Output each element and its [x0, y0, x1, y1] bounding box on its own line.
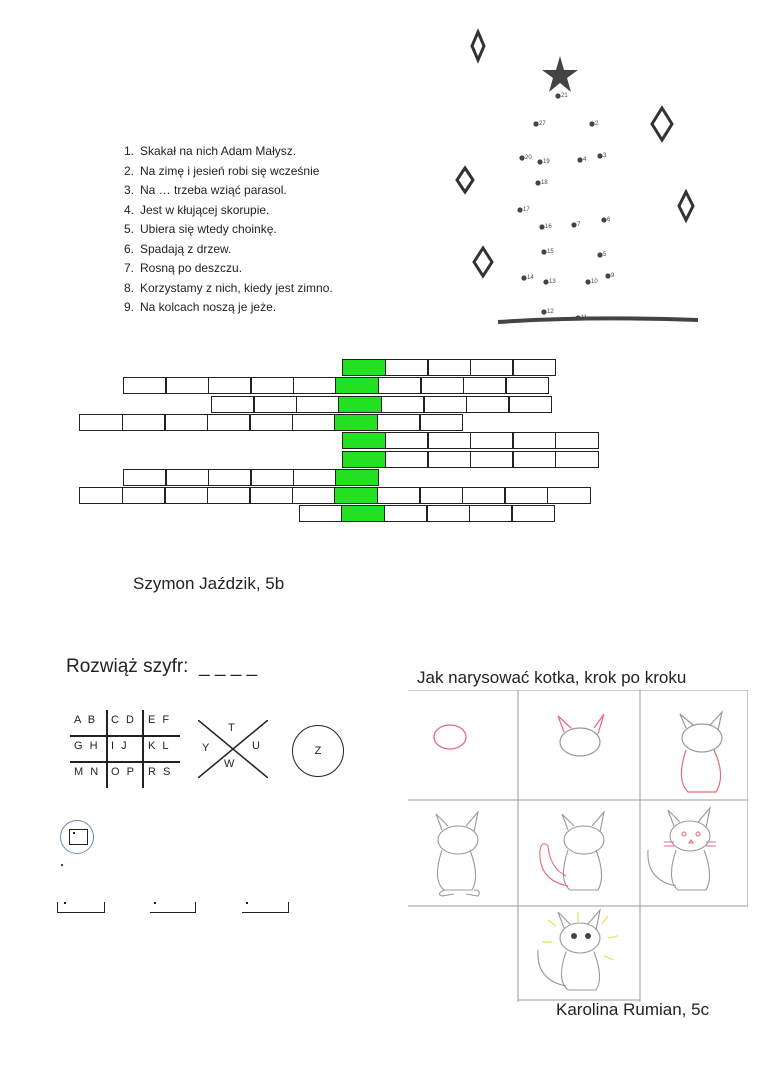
sparkle-icon [652, 108, 672, 140]
crossword-cell[interactable] [208, 469, 252, 486]
tree-dot [519, 155, 524, 160]
sparkle-icon [457, 168, 473, 192]
crossword-cell[interactable] [427, 432, 471, 449]
crossword-row [299, 505, 554, 522]
crossword-cell[interactable] [253, 396, 297, 413]
crossword-cell[interactable] [250, 469, 294, 486]
crossword-cell[interactable] [466, 396, 510, 413]
crossword-cell[interactable] [249, 487, 293, 504]
crossword-key-cell[interactable] [342, 432, 386, 449]
cipher-title: Rozwiąż szyfr: _ _ _ _ [66, 656, 258, 677]
tree-dot [575, 315, 580, 320]
cipher-cell-letters: R S [148, 766, 173, 778]
clue-item [124, 162, 333, 182]
cipher-cell-letters: A B [74, 714, 98, 726]
tree-dot [517, 207, 522, 212]
cipher-symbol [150, 902, 196, 913]
crossword-cell[interactable] [504, 487, 548, 504]
tree-dot [597, 252, 602, 257]
crossword-cell[interactable] [512, 359, 556, 376]
crossword-key-cell[interactable] [334, 414, 378, 431]
crossword-row [342, 451, 597, 468]
crossword-cell[interactable] [470, 432, 514, 449]
crossword-cell[interactable] [385, 451, 429, 468]
crossword-cell[interactable] [292, 414, 336, 431]
crossword-cell[interactable] [79, 487, 123, 504]
tree-dot-number: 2 [595, 121, 599, 127]
crossword-cell[interactable] [555, 451, 599, 468]
crossword-cell[interactable] [165, 469, 209, 486]
crossword-cell[interactable] [293, 469, 337, 486]
clue-item [124, 298, 333, 318]
crossword-cell[interactable] [296, 396, 340, 413]
clue-number: 7. [124, 261, 135, 275]
clue-number: 2. [124, 163, 135, 178]
cipher-cell-letters: E F [148, 714, 172, 726]
tree-dot-number: 16 [545, 224, 552, 230]
tree-dot-number: 9 [611, 273, 615, 279]
cipher-cell-letters: C D [111, 714, 136, 726]
crossword-cell[interactable] [207, 414, 251, 431]
sparkle-icon [472, 32, 484, 60]
tree-dot [605, 273, 610, 278]
cat-step-3 [680, 712, 722, 792]
crossword-cell[interactable] [427, 451, 471, 468]
tree-dot [555, 93, 560, 98]
crossword-cell[interactable] [122, 487, 166, 504]
crossword-cell[interactable] [293, 377, 337, 394]
crossword-cell[interactable] [385, 359, 429, 376]
clue-text: Na … trzeba wziąć parasol. [140, 183, 287, 197]
clue-item [124, 240, 333, 260]
clue-text: Ubiera się wtedy choinkę. [140, 222, 277, 236]
clue-number: 4. [124, 202, 135, 217]
clue-item [124, 259, 333, 279]
crossword-cell[interactable] [377, 414, 421, 431]
crossword-key-cell[interactable] [338, 396, 382, 413]
tree-dot-number: 15 [547, 249, 554, 255]
crossword-author: Szymon Jaździk, 5b [133, 574, 285, 593]
tree-dot [539, 224, 544, 229]
crossword-row [79, 414, 462, 431]
cat-guide-author: Karolina Rumian, 5c [556, 1000, 710, 1019]
tree-dot-number: 4 [583, 157, 587, 163]
crossword-row [342, 432, 597, 449]
cipher-symbol [242, 902, 289, 913]
tree-dot-puzzle [440, 20, 710, 340]
clue-text: Rosną po deszczu. [140, 261, 243, 275]
tree-dot [597, 153, 602, 158]
clue-item [124, 279, 333, 299]
star-icon [542, 56, 578, 92]
clue-text: Korzystamy z nich, kiedy jest zimno. [140, 280, 333, 295]
crossword-key-cell[interactable] [342, 451, 386, 468]
tree-dot-number: 20 [525, 155, 532, 161]
sparkle-icon [679, 192, 693, 220]
crossword-key-cell[interactable] [334, 487, 378, 504]
crossword-cell[interactable] [463, 377, 507, 394]
tree-dot-number: 12 [547, 309, 554, 315]
tree-dot [541, 249, 546, 254]
tree-dot-number: 6 [607, 217, 611, 223]
crossword-cell[interactable] [512, 432, 556, 449]
clue-item [124, 142, 333, 162]
crossword-cell[interactable] [165, 377, 209, 394]
tree-dot-number: 17 [523, 207, 530, 213]
tree-dot [533, 121, 538, 126]
crossword-cell[interactable] [423, 396, 467, 413]
crossword-cell[interactable] [547, 487, 591, 504]
cipher-symbol [60, 820, 94, 854]
cat-step-7 [538, 910, 618, 990]
tree-dot [585, 279, 590, 284]
crossword-cell[interactable] [470, 359, 514, 376]
clue-text: Na kolcach noszą je jeże. [140, 300, 277, 314]
crossword-key-cell[interactable] [335, 377, 379, 394]
cipher-cell-letters: G H [74, 740, 100, 752]
crossword-row [123, 469, 378, 486]
crossword-cell[interactable] [122, 414, 166, 431]
crossword-cell[interactable] [505, 377, 549, 394]
clue-item [124, 181, 333, 201]
crossword-cell[interactable] [381, 396, 425, 413]
crossword-cell[interactable] [378, 377, 422, 394]
clue-number: 8. [124, 280, 135, 295]
tree-dot-number: 19 [543, 159, 550, 165]
crossword-cell[interactable] [79, 414, 123, 431]
cat-step-5 [540, 812, 604, 890]
clue-text: Jest w kłującej skorupie. [140, 202, 270, 217]
cipher-cell-letters: K L [148, 740, 171, 752]
crossword-cell[interactable] [250, 377, 294, 394]
cipher-circle: Z [292, 725, 344, 777]
crossword-cell[interactable] [123, 377, 167, 394]
crossword-cell[interactable] [211, 396, 255, 413]
tree-dot [577, 157, 582, 162]
cipher-blanks: _ _ _ _ [199, 656, 258, 677]
tree-dot [589, 121, 594, 126]
clue-number: 6. [124, 241, 135, 256]
tree-dot [601, 217, 606, 222]
cipher-cell-letters: M N [74, 766, 101, 778]
tree-dot [571, 222, 576, 227]
clue-list [124, 142, 333, 318]
clue-text: Na zimę i jesień robi się wcześnie [140, 163, 320, 178]
crossword-cell[interactable] [123, 469, 167, 486]
crossword-cell[interactable] [164, 487, 208, 504]
cipher-x: T Y U W [198, 720, 268, 778]
cat-step-1 [434, 725, 466, 749]
cat-guide-title: Jak narysować kotka, krok po kroku [417, 668, 687, 687]
crossword-cell[interactable] [299, 505, 343, 522]
crossword-cell[interactable] [511, 505, 555, 522]
tree-dot [537, 159, 542, 164]
crossword-cell[interactable] [470, 451, 514, 468]
tree-dot [543, 279, 548, 284]
cat-step-6 [648, 808, 716, 890]
clue-text: Spadają z drzew. [140, 241, 232, 256]
tree-dot-number: 10 [591, 279, 598, 285]
crossword-key-cell[interactable] [335, 469, 379, 486]
crossword-cell[interactable] [555, 432, 599, 449]
cat-step-4 [436, 812, 479, 896]
tree-dot-number: 13 [549, 279, 556, 285]
clue-number: 9. [124, 300, 135, 314]
tree-dot-number: 21 [561, 93, 568, 99]
crossword-row [123, 377, 548, 394]
crossword-key-cell[interactable] [342, 359, 386, 376]
tree-dot-number: 11 [581, 315, 588, 321]
cipher-symbol [57, 902, 105, 913]
crossword-row [211, 396, 551, 413]
tree-dot-number: 18 [541, 180, 548, 186]
cipher-cell-letters: I J [111, 740, 129, 752]
crossword-row [79, 487, 589, 504]
ground-line [498, 318, 698, 322]
tree-dot-number: 14 [527, 275, 534, 281]
cat-steps-grid [408, 690, 748, 1002]
clue-item [124, 220, 333, 240]
crossword-cell[interactable] [469, 505, 513, 522]
tree-dot [521, 275, 526, 280]
crossword-cell[interactable] [384, 505, 428, 522]
sparkle-icon [474, 248, 492, 276]
cipher-cell-letters: O P [111, 766, 136, 778]
crossword-key-cell[interactable] [341, 505, 385, 522]
crossword-cell[interactable] [426, 505, 470, 522]
crossword-cell[interactable] [208, 377, 252, 394]
cipher-dot [61, 864, 63, 866]
tree-dot-number: 3 [603, 153, 607, 159]
crossword-cell[interactable] [462, 487, 506, 504]
crossword-cell[interactable] [385, 432, 429, 449]
cat-step-2 [558, 714, 604, 756]
crossword-cell[interactable] [292, 487, 336, 504]
clue-number: 1. [124, 144, 135, 158]
clue-number: 3. [124, 183, 135, 197]
crossword-cell[interactable] [512, 451, 556, 468]
cipher-grid [70, 710, 180, 788]
tree-dot-number: 7 [577, 222, 581, 228]
clue-item [124, 201, 333, 221]
tree-dot [535, 180, 540, 185]
clue-text: Skakał na nich Adam Małysz. [140, 144, 297, 158]
tree-dot-number: 5 [603, 252, 607, 258]
clue-number: 5. [124, 222, 135, 236]
crossword-cell[interactable] [164, 414, 208, 431]
tree-dot-number: 27 [539, 121, 546, 127]
crossword-cell[interactable] [508, 396, 552, 413]
crossword-cell[interactable] [420, 377, 464, 394]
tree-dot [541, 309, 546, 314]
crossword-cell[interactable] [427, 359, 471, 376]
crossword-cell[interactable] [419, 487, 463, 504]
crossword-cell[interactable] [249, 414, 293, 431]
crossword-cell[interactable] [207, 487, 251, 504]
crossword-row [342, 359, 555, 376]
crossword-cell[interactable] [419, 414, 463, 431]
crossword-cell[interactable] [377, 487, 421, 504]
